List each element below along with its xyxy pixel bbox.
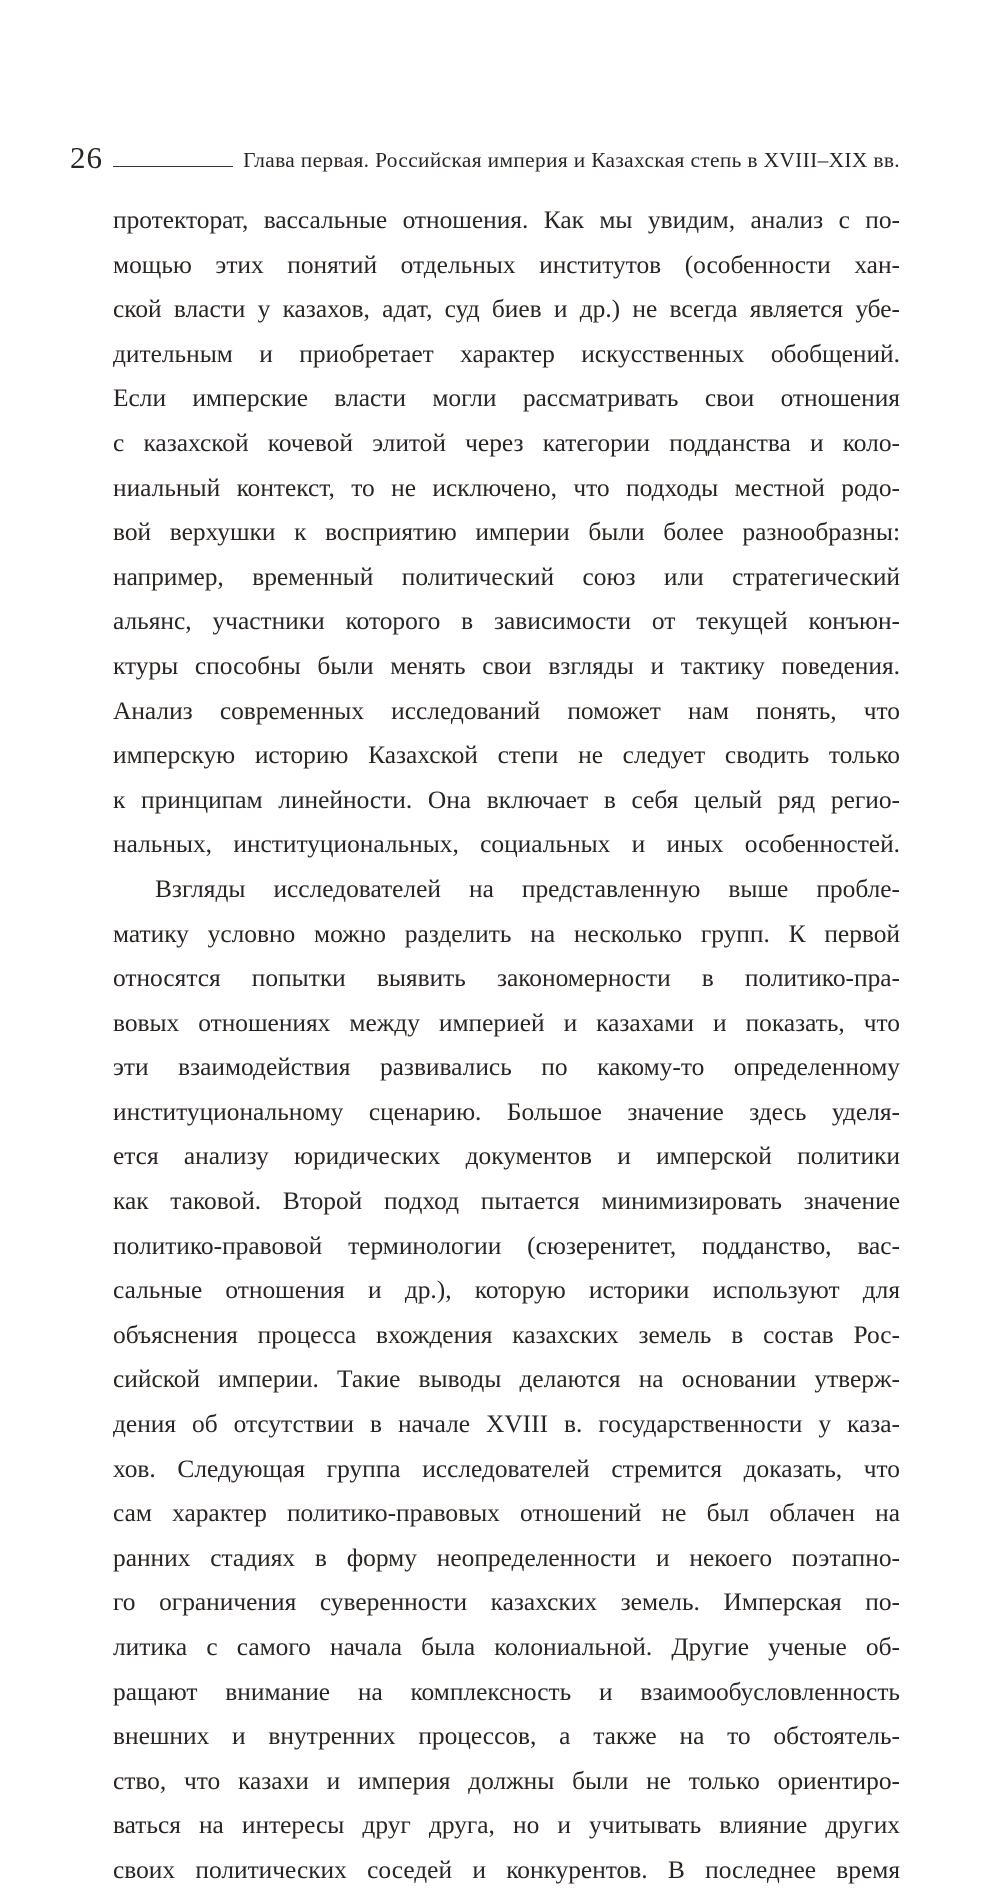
- text-line: имперскую историю Казахской степи не следует сводить только: [113, 741, 900, 770]
- text-line: внешних и внутренних процессов, а также на то обстоятель-: [113, 1722, 900, 1751]
- text-line: институциональному сценарию. Большое значение здесь уделя-: [113, 1097, 900, 1126]
- running-head: [70, 133, 900, 173]
- header-rule: [113, 166, 233, 167]
- text-line: ство, что казахи и империя должны были не только ориентиро-: [113, 1766, 900, 1795]
- text-line: своих политических соседей и конкурентов. В последнее время: [113, 1855, 900, 1884]
- text-line: относятся попытки выявить закономерности в политико-пра-: [113, 964, 900, 993]
- text-line: вой верхушки к восприятию империи были более разнообразны:: [113, 518, 900, 547]
- paragraph: [113, 867, 900, 1893]
- text-line: например, временный политический союз или стратегический: [113, 562, 900, 591]
- text-line: ваться на интересы друг друга, но и учитывать влияние других: [113, 1811, 900, 1840]
- text-line: альянс, участники которого в зависимости от текущей конъюн-: [113, 607, 900, 636]
- text-line: протекторат, вассальные отношения. Как мы увидим, анализ с по-: [113, 206, 900, 234]
- text-line: дительным и приобретает характер искусственных обобщений.: [113, 339, 900, 368]
- text-line: Взгляды исследователей на представленную выше пробле-: [155, 874, 900, 903]
- text-line: дения об отсутствии в начале XVIII в. государственности у каза-: [113, 1410, 900, 1439]
- text-line: ниальный контекст, то не исключено, что подходы местной родо-: [113, 473, 900, 502]
- page-number: 26: [70, 140, 103, 175]
- text-line: как таковой. Второй подход пытается минимизировать значение: [113, 1187, 900, 1216]
- text-line: мощью этих понятий отдельных институтов (особенности хан-: [113, 250, 900, 279]
- text-line: с казахской кочевой элитой через категории подданства и коло-: [113, 428, 900, 457]
- text-line: эти взаимодействия развивались по какому-то определенному: [113, 1053, 900, 1082]
- text-line: ется анализу юридических документов и имперской политики: [113, 1142, 900, 1171]
- text-line: ращают внимание на комплексность и взаимообусловленность: [113, 1677, 900, 1706]
- text-line: Если имперские власти могли рассматривать свои отношения: [113, 384, 900, 413]
- text-line: Анализ современных исследований поможет нам понять, что: [113, 696, 900, 725]
- paragraph: [113, 198, 900, 867]
- text-line: ктуры способны были менять свои взгляды и тактику поведения.: [113, 651, 900, 680]
- text-line: сийской империи. Такие выводы делаются на основании утверж-: [113, 1365, 900, 1394]
- text-line: вовых отношениях между империей и казахами и показать, что: [113, 1008, 900, 1037]
- text-line: политико-правовой терминологии (сюзеренитет, подданство, вас-: [113, 1231, 900, 1260]
- text-line: сам характер политико-правовых отношений не был облачен на: [113, 1499, 900, 1528]
- text-line: нальных, институциональных, социальных и иных особенностей.: [113, 830, 900, 859]
- text-line: хов. Следующая группа исследователей стремится доказать, что: [113, 1454, 900, 1483]
- text-line: ранних стадиях в форму неопределенности и некоего поэтапно-: [113, 1543, 900, 1572]
- body-text: [113, 198, 900, 1893]
- text-line: ской власти у казахов, адат, суд биев и др.) не всегда является убе-: [113, 295, 900, 324]
- chapter-title: Глава первая. Российская империя и Казахская степь в XVIII–XIX вв.: [243, 147, 900, 172]
- text-line: го ограничения суверенности казахских земель. Имперская по-: [113, 1588, 900, 1617]
- text-line: матику условно можно разделить на несколько групп. К первой: [113, 919, 900, 948]
- text-line: сальные отношения и др.), которую историки используют для: [113, 1276, 900, 1305]
- text-line: к принципам линейности. Она включает в себя целый ряд регио-: [113, 785, 900, 814]
- text-line: литика с самого начала была колониальной. Другие ученые об-: [113, 1633, 900, 1661]
- text-line: объяснения процесса вхождения казахских земель в состав Рос-: [113, 1320, 900, 1349]
